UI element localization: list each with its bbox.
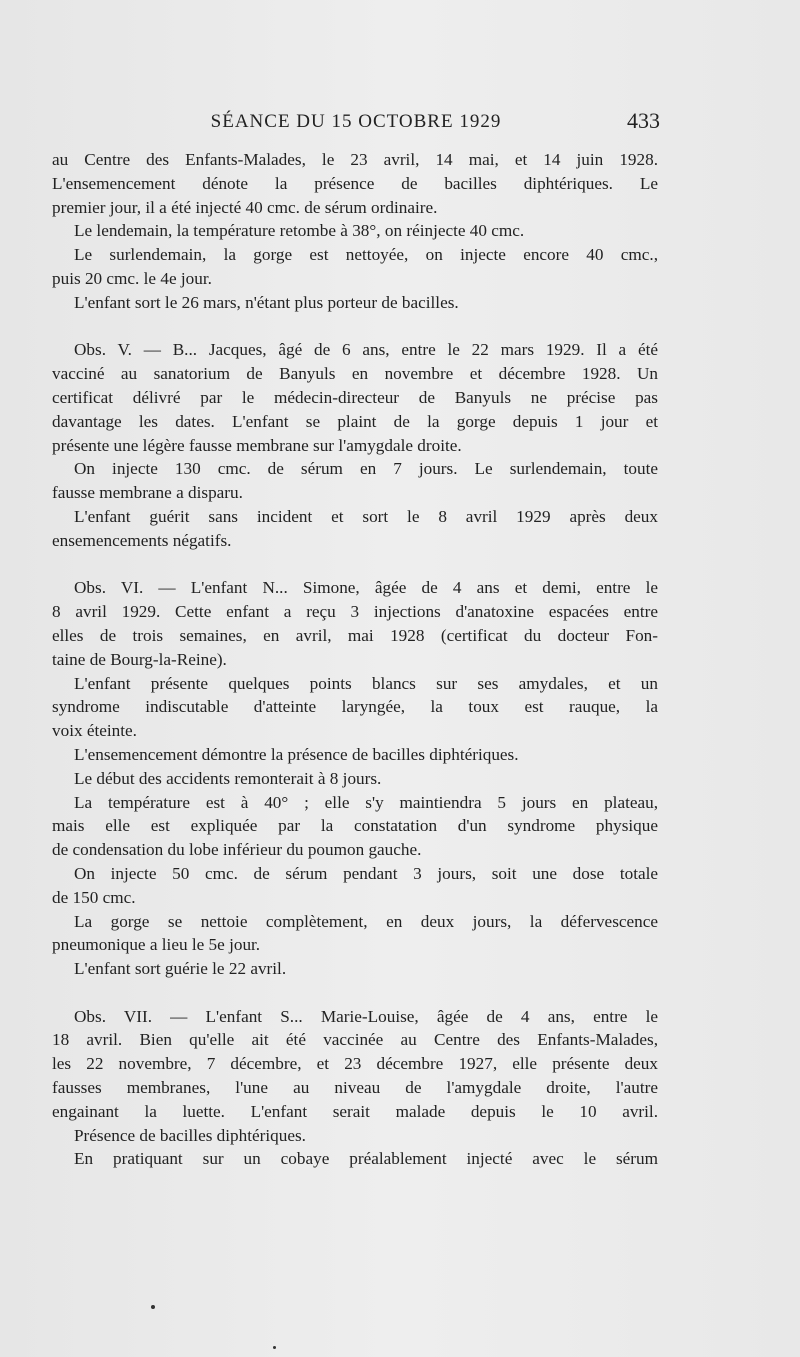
text-line: de 150 cmc. (52, 887, 136, 907)
text-line: La température est à 40° ; elle s'y maintiendra 5 jours en plateau, (74, 792, 658, 812)
paragraph-gap (52, 981, 658, 1005)
paragraph-gap (52, 315, 658, 339)
text-line: de condensation du lobe inférieur du poumon gauche. (52, 840, 422, 860)
text-line: voix éteinte. (52, 721, 137, 741)
text-line: Présence de bacilles diphtériques. (74, 1125, 306, 1145)
text-line: La gorge se nettoie complètement, en deux jours, la défervescence (74, 911, 658, 931)
text-line: davantage les dates. L'enfant se plaint de la gorge depuis 1 jour et (52, 411, 658, 431)
text-line: certificat délivré par le médecin-directeur de Banyuls ne précise pas (52, 387, 658, 407)
text-line: vacciné au sanatorium de Banyuls en novembre et décembre 1928. Un (52, 364, 658, 384)
text-line: pneumonique a lieu le 5e jour. (52, 935, 261, 955)
text-line: Obs. VI. — L'enfant N... Simone, âgée de 4 ans et demi, entre le (74, 578, 658, 598)
text-line: présente une légère fausse membrane sur l'amygdale droite. (52, 435, 462, 455)
text-line: elles de trois semaines, en avril, mai 1928 (certificat du docteur Fon- (52, 625, 658, 645)
text-line: 18 avril. Bien qu'elle ait été vaccinée au Centre des Enfants-Malades, (52, 1030, 658, 1050)
text-line: Le lendemain, la température retombe à 38°, on réinjecte 40 cmc. (74, 221, 525, 241)
text-line: engainant la luette. L'enfant serait malade depuis le 10 avril. (52, 1101, 658, 1121)
text-line: L'enfant guérit sans incident et sort le 8 avril 1929 après deux (74, 506, 658, 526)
text-line: 8 avril 1929. Cette enfant a reçu 3 injections d'anatoxine espacées entre (52, 602, 658, 622)
text-line: ensemencements négatifs. (52, 530, 232, 550)
text-line: Obs. VII. — L'enfant S... Marie-Louise, âgée de 4 ans, entre le (74, 1006, 658, 1026)
scan-speck (273, 1346, 276, 1349)
text-line: puis 20 cmc. le 4e jour. (52, 268, 212, 288)
text-line: premier jour, il a été injecté 40 cmc. de sérum ordinaire. (52, 197, 438, 217)
text-line: Le surlendemain, la gorge est nettoyée, on injecte encore 40 cmc., (74, 245, 658, 265)
text-line: L'enfant sort guérie le 22 avril. (74, 959, 287, 979)
body-text (52, 148, 658, 1171)
text-line: taine de Bourg-la-Reine). (52, 649, 227, 669)
text-line: En pratiquant sur un cobaye préalablement injecté avec le sérum (74, 1149, 658, 1169)
text-line: L'ensemencement démontre la présence de bacilles diphtériques. (74, 744, 519, 764)
text-line: Le début des accidents remonterait à 8 jours. (74, 768, 382, 788)
text-line: syndrome indiscutable d'atteinte laryngée, la toux est rauque, la (52, 697, 658, 717)
paragraph-gap (52, 553, 658, 577)
running-head: SÉANCE DU 15 OCTOBRE 1929 (210, 111, 502, 132)
page-header (52, 108, 660, 138)
text-line: fausses membranes, l'une au niveau de l'amygdale droite, l'autre (52, 1078, 658, 1098)
text-line: L'enfant sort le 26 mars, n'étant plus porteur de bacilles. (74, 292, 459, 312)
text-line: Obs. V. — B... Jacques, âgé de 6 ans, entre le 22 mars 1929. Il a été (74, 340, 658, 360)
text-line: les 22 novembre, 7 décembre, et 23 décembre 1927, elle présente deux (52, 1054, 658, 1074)
text-line: L'ensemencement dénote la présence de bacilles diphtériques. Le (52, 173, 658, 193)
text-line: On injecte 130 cmc. de sérum en 7 jours. Le surlendemain, toute (74, 459, 658, 479)
scan-speck (151, 1305, 155, 1309)
text-line: au Centre des Enfants-Malades, le 23 avril, 14 mai, et 14 juin 1928. (52, 150, 658, 169)
text-line: L'enfant présente quelques points blancs sur ses amydales, et un (74, 673, 658, 693)
text-line: mais elle est expliquée par la constatation d'un syndrome physique (52, 816, 658, 836)
text-line: fausse membrane a disparu. (52, 483, 243, 503)
page-number: 433 (627, 108, 660, 133)
text-line: On injecte 50 cmc. de sérum pendant 3 jours, soit une dose totale (74, 863, 658, 883)
